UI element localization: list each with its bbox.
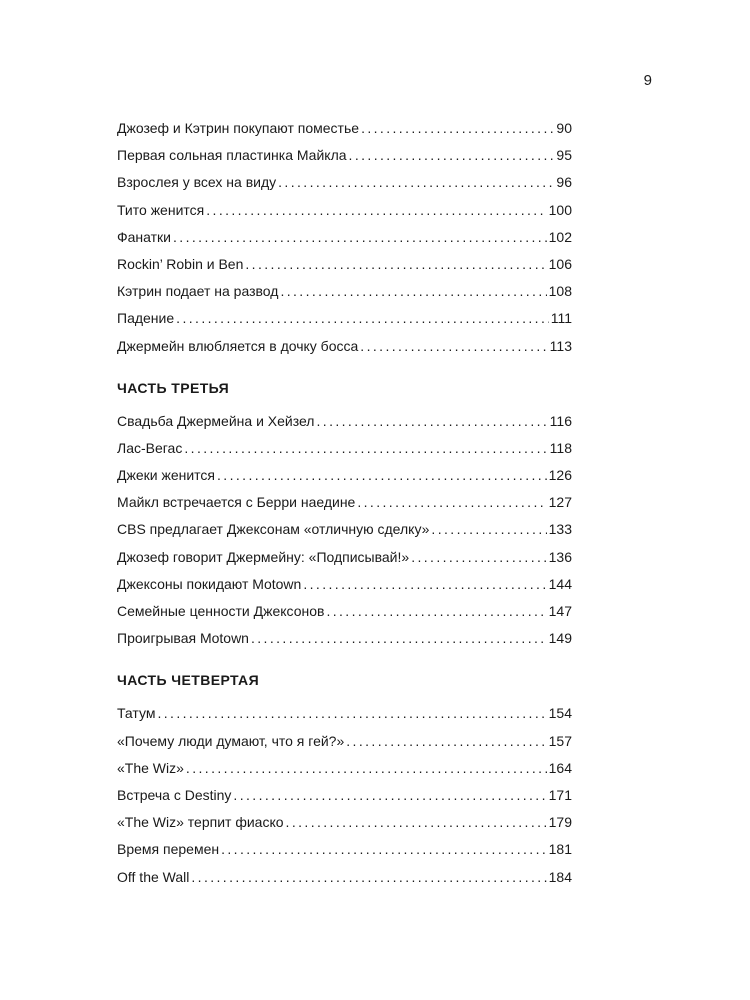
toc-entry-page: 171 <box>548 786 572 803</box>
toc-entry-page: 181 <box>548 841 572 858</box>
toc-entry-title: «Почему люди думают, что я гей?» <box>117 732 345 749</box>
toc-entry <box>117 700 572 727</box>
toc-entry <box>117 625 572 652</box>
toc-entry-page: 133 <box>548 521 572 538</box>
toc-entry-title: Rockin’ Robin и Ben <box>117 255 244 272</box>
toc-entry-title: Семейные ценности Джексонов <box>117 603 325 619</box>
toc-entry-title: CBS предлагает Джексонам «отличную сделку» <box>117 521 430 538</box>
toc-entry-title: Off the Wall <box>117 868 190 885</box>
toc-entry-title: Фанатки <box>117 228 171 245</box>
dot-leader <box>326 598 546 625</box>
dot-leader <box>233 782 546 809</box>
dot-leader <box>346 728 546 755</box>
toc-entry-title: Время перемен <box>117 841 220 858</box>
toc-entry-title: Джозеф и Кэтрин покупают поместье <box>117 120 360 136</box>
toc-entry <box>117 333 572 360</box>
toc-entry-page: 157 <box>548 732 572 749</box>
toc-entry-title: Свадьба Джермейна и Хейзел <box>117 412 315 429</box>
dot-leader <box>173 224 547 251</box>
dot-leader <box>357 489 546 516</box>
toc-entry <box>117 544 572 571</box>
section-heading: ЧАСТЬ ТРЕТЬЯ <box>117 379 230 396</box>
toc-entry-page: 154 <box>548 705 572 722</box>
toc-entry-title: Лас-Вегас <box>117 439 183 456</box>
toc-entry-page: 126 <box>548 467 572 484</box>
dot-leader <box>303 571 546 598</box>
toc-entry-page: 118 <box>549 439 572 456</box>
dot-leader <box>431 516 546 543</box>
dot-leader <box>286 809 547 836</box>
section-heading: ЧАСТЬ ЧЕТВЕРТАЯ <box>117 672 260 689</box>
dot-leader <box>251 625 547 652</box>
toc-entry-page: 147 <box>548 603 572 619</box>
toc-entry-title: Проигрывая Motown <box>117 630 249 647</box>
toc-entry-page: 179 <box>548 814 572 831</box>
dot-leader <box>184 435 547 462</box>
toc-entry-page: 108 <box>548 283 572 300</box>
toc-entry <box>117 305 572 332</box>
toc-entry <box>117 728 572 755</box>
toc-entry <box>117 197 572 224</box>
dot-leader <box>186 755 547 782</box>
toc-entry-title: Тито женится <box>117 201 205 218</box>
dot-leader <box>316 408 547 435</box>
dot-leader <box>361 115 554 142</box>
toc-entry-page: 90 <box>556 120 572 136</box>
toc-entry-page: 184 <box>548 868 572 885</box>
dot-leader <box>221 836 547 863</box>
toc-entry-page: 100 <box>548 201 572 218</box>
toc-entry-title: Первая сольная пластинка Майкла <box>117 147 347 164</box>
table-of-contents <box>117 115 572 891</box>
toc-entry-page: 144 <box>548 575 572 592</box>
dot-leader <box>191 864 546 891</box>
toc-entry-title: Встреча с Destiny <box>117 786 232 803</box>
toc-entry-title: Взрослея у всех на виду <box>117 174 277 191</box>
toc-entry-title: «The Wiz» терпит фиаско <box>117 814 284 831</box>
toc-entry-page: 102 <box>548 228 572 245</box>
dot-leader <box>278 169 554 196</box>
toc-entry <box>117 489 572 516</box>
dot-leader <box>245 251 546 278</box>
toc-entry-page: 164 <box>548 759 572 776</box>
dot-leader <box>206 197 546 224</box>
toc-entry-page: 95 <box>556 147 572 164</box>
toc-entry <box>117 755 572 782</box>
toc-entry <box>117 571 572 598</box>
toc-section <box>117 666 572 890</box>
toc-entry-page: 116 <box>549 412 572 429</box>
toc-entry-title: Майкл встречается с Берри наедине <box>117 494 356 511</box>
toc-entry <box>117 224 572 251</box>
toc-entry <box>117 169 572 196</box>
toc-entry-title: «The Wiz» <box>117 759 184 776</box>
toc-entry-title: Падение <box>117 310 175 327</box>
toc-entry <box>117 809 572 836</box>
toc-entry <box>117 836 572 863</box>
page-number: 9 <box>643 72 652 89</box>
toc-entry-title: Джозеф говорит Джермейну: «Подписывай!» <box>117 548 410 565</box>
toc-entry <box>117 115 572 142</box>
dot-leader <box>280 278 546 305</box>
toc-entry-page: 106 <box>548 255 572 272</box>
dot-leader <box>176 305 549 332</box>
toc-entry-title: Джексоны покидают Motown <box>117 575 302 592</box>
toc-entry-title: Кэтрин подает на развод <box>117 283 279 300</box>
toc-entry <box>117 864 572 891</box>
toc-entry-page: 136 <box>548 548 572 565</box>
toc-entry-page: 96 <box>556 174 572 191</box>
toc-entry <box>117 435 572 462</box>
toc-entry <box>117 408 572 435</box>
toc-entry-page: 111 <box>550 310 572 327</box>
toc-entry <box>117 782 572 809</box>
toc-entry <box>117 251 572 278</box>
toc-entry-page: 127 <box>548 494 572 511</box>
toc-section <box>117 115 572 360</box>
dot-leader <box>157 700 546 727</box>
toc-entry <box>117 516 572 543</box>
toc-entry <box>117 142 572 169</box>
toc-entry <box>117 278 572 305</box>
dot-leader <box>217 462 547 489</box>
toc-entry <box>117 462 572 489</box>
dot-leader <box>411 544 546 571</box>
dot-leader <box>349 142 555 169</box>
toc-entry-page: 113 <box>549 337 572 354</box>
toc-entry-title: Джеки женится <box>117 467 216 484</box>
toc-entry <box>117 598 572 625</box>
toc-section <box>117 374 572 653</box>
toc-entry-page: 149 <box>548 630 572 647</box>
toc-entry-title: Татум <box>117 705 156 722</box>
dot-leader <box>360 333 547 360</box>
toc-entry-title: Джермейн влюбляется в дочку босса <box>117 337 359 354</box>
